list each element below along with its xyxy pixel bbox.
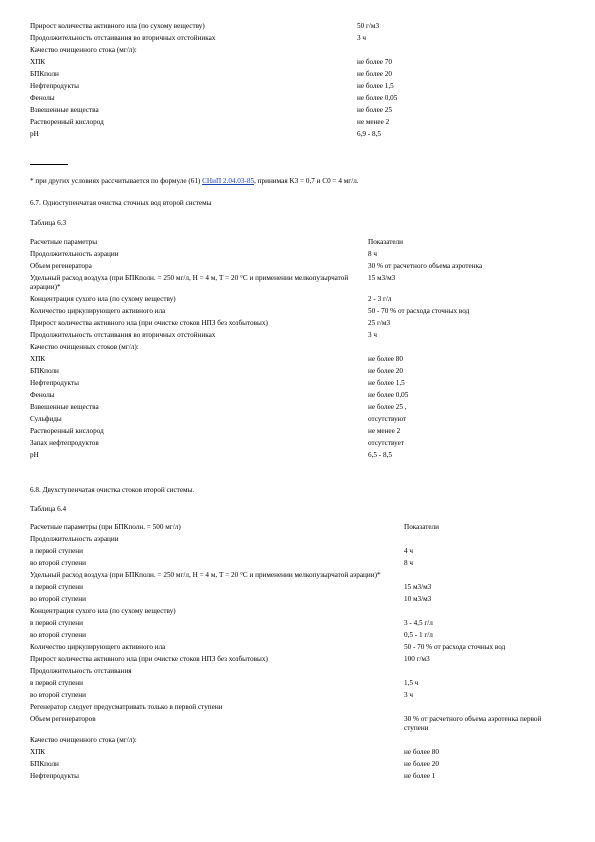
table-row <box>30 703 570 712</box>
parameter-cell: Нефтепродукты <box>30 82 79 90</box>
value-cell: 30 % от расчетного объема аэротенка первой ступени <box>404 715 542 732</box>
table-row <box>30 571 570 580</box>
table-row <box>30 355 550 364</box>
table-6-4 <box>30 523 570 781</box>
table-row <box>30 748 570 757</box>
value-cell: не более 70 <box>357 58 392 66</box>
table-row <box>30 607 570 616</box>
value-cell: 3 ч <box>357 34 367 42</box>
value-cell: не более 0,05 <box>357 94 398 102</box>
table-row <box>30 319 550 328</box>
parameter-cell: Удельный расход воздуха (при БПКполн. = 250 мг/л, Н = 4 м, Т = 20 °С и применении мелкопузырчатой аэрации)* <box>30 571 381 579</box>
footnote-divider <box>30 164 68 165</box>
table-row <box>30 691 570 700</box>
footnote <box>30 177 359 186</box>
value-cell: не более 20 <box>404 760 439 768</box>
table-row <box>30 415 550 424</box>
parameter-cell: в первой ступени <box>30 583 83 591</box>
parameter-cell: Прирост количества активного ила (при очистке стоков НПЗ без хозбытовых) <box>30 319 268 327</box>
value-cell: 3 ч <box>368 331 378 339</box>
parameter-cell: БПКполн <box>30 70 59 78</box>
table-row <box>30 772 570 781</box>
table-row <box>30 274 550 292</box>
parameter-cell: в первой ступени <box>30 547 83 555</box>
value-cell: 3 - 4,5 г/л <box>404 619 433 627</box>
parameter-cell: Нефтепродукты <box>30 379 79 387</box>
table-row <box>30 583 570 592</box>
value-cell: не более 20 <box>368 367 403 375</box>
footnote-text-after: , принимая K3 = 0,7 и C0 = 4 мг/л. <box>254 177 359 185</box>
parameter-cell: Растворенный кислород <box>30 427 104 435</box>
table-row <box>30 619 570 628</box>
parameter-cell: во второй ступени <box>30 691 86 699</box>
table-top-continued <box>30 22 450 139</box>
value-cell: 50 - 70 % от расхода сточных вод <box>368 307 470 315</box>
table-row <box>30 262 550 271</box>
value-cell: не более 25 <box>357 106 392 114</box>
table-row <box>30 295 550 304</box>
value-cell: 6,9 - 8,5 <box>357 130 381 138</box>
parameter-cell: Продолжительность аэрации <box>30 250 119 258</box>
table-row <box>30 34 450 43</box>
value-cell: не более 80 <box>404 748 439 756</box>
table-row <box>30 343 550 352</box>
parameter-cell: pH <box>30 130 39 138</box>
table-row <box>30 403 550 412</box>
value-cell: не более 25 , <box>368 403 407 411</box>
table-row <box>30 679 570 688</box>
parameter-cell: Количество циркулирующего активного ила <box>30 643 166 651</box>
table-row <box>30 331 550 340</box>
parameter-cell: Прирост количества активного ила (по сухому веществу) <box>30 22 205 30</box>
parameter-cell: Качество очищенного стока (мг/л): <box>30 736 137 744</box>
value-cell: 6,5 - 8,5 <box>368 451 392 459</box>
parameter-cell: во второй ступени <box>30 595 86 603</box>
parameter-cell: Объем регенератора <box>30 262 92 270</box>
parameter-cell: Запах нефтепродуктов <box>30 439 99 447</box>
value-cell: 15 м3/м3 <box>368 274 396 282</box>
value-cell: отсутствуют <box>368 415 407 423</box>
table-row <box>30 22 450 31</box>
table-row <box>30 760 570 769</box>
parameter-cell: Продолжительность отстаивания во вторичных отстойниках <box>30 331 216 339</box>
value-cell: 10 м3/м3 <box>404 595 432 603</box>
parameter-cell: БПКполн <box>30 760 59 768</box>
parameter-cell: Продолжительность аэрации <box>30 535 119 543</box>
parameter-cell: Растворенный кислород <box>30 118 104 126</box>
table-row <box>30 427 550 436</box>
value-cell: 1,5 ч <box>404 679 419 687</box>
parameter-cell: Качество очищенных стоков (мг/л): <box>30 343 139 351</box>
table-row <box>30 391 550 400</box>
table-row <box>30 130 450 139</box>
parameter-cell: Объем регенераторов <box>30 715 96 723</box>
parameter-cell: pH <box>30 451 39 459</box>
table-row <box>30 106 450 115</box>
parameter-cell: ХПК <box>30 355 46 363</box>
table-row <box>30 451 550 460</box>
footnote-text: * при других условиях рассчитывается по формуле (61) <box>30 177 203 185</box>
table-row <box>30 547 570 556</box>
parameter-cell: Концентрация сухого ила (по сухому веществу) <box>30 607 176 615</box>
value-cell: 8 ч <box>368 250 378 258</box>
parameter-cell: Сульфиды <box>30 415 62 423</box>
parameter-cell: Удельный расход воздуха (при БПКполн. = 250 мг/л, Н = 4 м, Т = 20 °С и применении мелкопузырчатой аэрации)* <box>30 274 349 291</box>
parameter-cell: ХПК <box>30 58 46 66</box>
value-cell: не более 1 <box>404 772 436 780</box>
value-cell: Показатели <box>404 523 439 531</box>
value-cell: Показатели <box>368 238 403 246</box>
parameter-cell: Расчетные параметры <box>30 238 98 246</box>
value-cell: не более 80 <box>368 355 403 363</box>
parameter-cell: Продолжительность отстаивания во вторичных отстойниках <box>30 34 216 42</box>
table-row <box>30 631 570 640</box>
table-row <box>30 715 570 733</box>
table-row <box>30 535 570 544</box>
parameter-cell: Прирост количества активного ила (при очистке стоков НПЗ без хозбытовых) <box>30 655 268 663</box>
parameter-cell: в первой ступени <box>30 619 83 627</box>
value-cell: 3 ч <box>404 691 414 699</box>
value-cell: 15 м3/м3 <box>404 583 432 591</box>
table-row <box>30 307 550 316</box>
table-row <box>30 643 570 652</box>
value-cell: не более 20 <box>357 70 392 78</box>
table-row <box>30 82 450 91</box>
value-cell: не более 1,5 <box>368 379 405 387</box>
parameter-cell: во второй ступени <box>30 631 86 639</box>
table-row <box>30 250 550 259</box>
value-cell: не более 0,05 <box>368 391 409 399</box>
table-caption-6-3: Таблица 6.3 <box>30 219 67 227</box>
value-cell: не менее 2 <box>357 118 390 126</box>
value-cell: 4 ч <box>404 547 414 555</box>
table-row <box>30 439 550 448</box>
parameter-cell: Продолжительность отстаивания <box>30 667 132 675</box>
table-row <box>30 559 570 568</box>
table-row <box>30 379 550 388</box>
table-row <box>30 595 570 604</box>
table-row <box>30 367 550 376</box>
value-cell: 2 - 3 г/л <box>368 295 392 303</box>
parameter-cell: Взвешенные вещества <box>30 403 99 411</box>
section-heading-6-8: 6.8. Двухступенчатая очистка стоков второй системы. <box>30 486 195 494</box>
parameter-cell: Расчетные параметры (при БПКполн. = 500 мг/л) <box>30 523 181 531</box>
parameter-cell: Фенолы <box>30 391 55 399</box>
value-cell: 30 % от расчетного объема аэротенка <box>368 262 483 270</box>
parameter-cell: ХПК <box>30 748 46 756</box>
table-row <box>30 523 570 532</box>
table-row <box>30 58 450 67</box>
parameter-cell: Фенолы <box>30 94 55 102</box>
value-cell: 25 г/м3 <box>368 319 391 327</box>
value-cell: 8 ч <box>404 559 414 567</box>
table-row <box>30 70 450 79</box>
value-cell: 50 г/м3 <box>357 22 380 30</box>
parameter-cell: во второй ступени <box>30 559 86 567</box>
snip-link[interactable]: СНиП 2.04.03-85 <box>202 177 255 185</box>
value-cell: 50 - 70 % от расхода сточных вод <box>404 643 506 651</box>
table-row <box>30 736 570 745</box>
parameter-cell: Нефтепродукты <box>30 772 79 780</box>
table-row <box>30 94 450 103</box>
value-cell: не более 1,5 <box>357 82 394 90</box>
value-cell: отсутствует <box>368 439 404 447</box>
table-row <box>30 667 570 676</box>
parameter-cell: Регенератор следует предусматривать только в первой ступени <box>30 703 223 711</box>
parameter-cell: Количество циркулирующего активного ила <box>30 307 166 315</box>
parameter-cell: БПКполн <box>30 367 59 375</box>
table-6-3 <box>30 238 550 460</box>
table-row <box>30 655 570 664</box>
table-row <box>30 46 450 55</box>
table-row <box>30 118 450 127</box>
table-caption-6-4: Таблица 6.4 <box>30 505 67 513</box>
section-heading-6-7: 6.7. Одноступенчатая очистка сточных вод второй системы <box>30 199 212 207</box>
parameter-cell: в первой ступени <box>30 679 83 687</box>
value-cell: 0,5 - 1 г/л <box>404 631 433 639</box>
value-cell: не менее 2 <box>368 427 401 435</box>
parameter-cell: Концентрация сухого ила (по сухому веществу) <box>30 295 176 303</box>
parameter-cell: Качество очищенного стока (мг/л): <box>30 46 137 54</box>
parameter-cell: Взвешенные вещества <box>30 106 99 114</box>
value-cell: 100 г/м3 <box>404 655 430 663</box>
table-row <box>30 238 550 247</box>
